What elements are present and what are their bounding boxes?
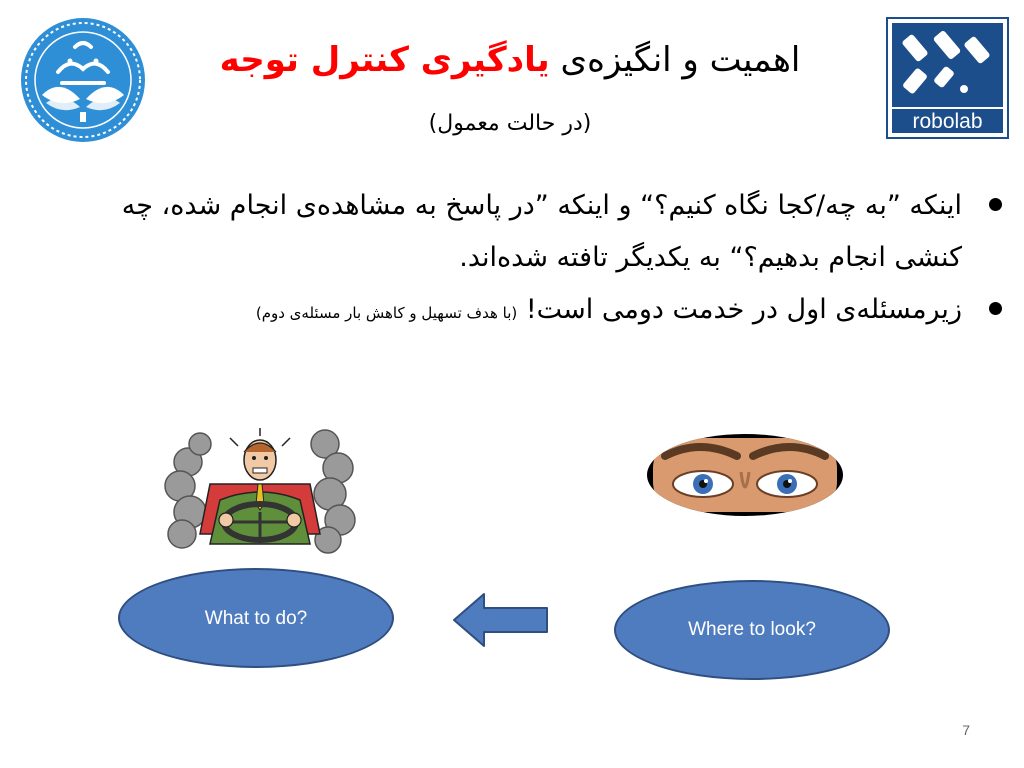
title-main: اهمیت و انگیزه‌ی — [549, 40, 801, 80]
bullet-dot-icon — [989, 198, 1002, 211]
eyes-image — [645, 432, 845, 518]
bullet-item — [90, 284, 1010, 339]
slide-subtitle: (در حالت معمول) — [428, 111, 592, 136]
bullet-list — [90, 180, 1010, 339]
bullet-text: اینکه ”به چه/کجا نگاه کنیم؟“ و اینکه ”در پاسخ به مشاهده‌ی انجام شده، چه کنشی انجام بدهیم؟“ به یکدیگر تافته شده‌اند. — [121, 190, 962, 273]
where-to-look-oval — [614, 580, 890, 680]
robolab-logo — [886, 17, 1009, 139]
slide-title — [160, 38, 860, 82]
stressed-driver-image — [160, 424, 360, 554]
bullet-dot-icon — [989, 302, 1002, 315]
title-highlight: یادگیری کنترل توجه — [219, 40, 550, 80]
where-to-look-label: Where to look? — [688, 619, 816, 640]
robolab-logo-text: robolab — [912, 110, 983, 133]
what-to-do-oval — [118, 568, 394, 668]
what-to-do-label: What to do? — [204, 608, 308, 629]
bullet-note: (با هدف تسهیل و کاهش بار مسئله‌ی دوم) — [255, 304, 518, 322]
bullet-text: زیرمسئله‌ی اول در خدمت دومی است! — [517, 294, 962, 325]
page-number: 7 — [962, 722, 970, 738]
bullet-item — [90, 180, 1010, 284]
university-logo — [20, 17, 146, 143]
left-arrow-icon — [452, 592, 550, 648]
